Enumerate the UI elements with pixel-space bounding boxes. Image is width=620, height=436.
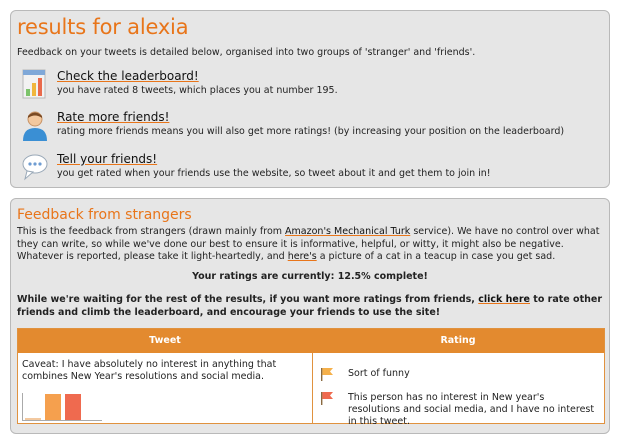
tell-your-friends-link[interactable]: Tell your friends! (57, 152, 158, 166)
mechanical-turk-link[interactable]: Amazon's Mechanical Turk (285, 226, 411, 237)
summary-panel (10, 10, 610, 188)
rating-bar (45, 394, 61, 420)
page-title: results for alexia (17, 15, 189, 39)
feedback-table (17, 328, 605, 427)
click-here-link[interactable]: click here (478, 294, 530, 305)
rating-column-header: Rating (440, 335, 476, 346)
leaderboard-chart-icon (21, 68, 49, 102)
rate-more-friends-link[interactable]: Rate more friends! (57, 110, 170, 124)
rating-bar (65, 394, 81, 420)
column-divider (312, 353, 313, 423)
intro-text: Feedback on your tweets is detailed below, organised into two groups of 'stranger' and 'friends'. (17, 47, 476, 58)
table-header (18, 329, 604, 353)
section-title: Feedback from strangers (17, 207, 192, 223)
more-ratings-text (17, 294, 603, 319)
cat-picture-link[interactable]: here's (287, 251, 317, 262)
rate-friends-desc: rating more friends means you will also get more ratings! (by increasing your position on the leaderboard) (57, 126, 565, 137)
speech-bubble-icon (21, 151, 49, 185)
strangers-description (17, 226, 603, 264)
rating-text: Sort of funny (348, 368, 410, 379)
desc-part-1: This is the feedback from strangers (drawn mainly from (17, 226, 286, 237)
rating-bar (25, 418, 41, 420)
flag-icon (320, 367, 334, 381)
desc-part-3: a picture of a cat in a teacup in case you get sad. (316, 251, 556, 262)
leaderboard-desc: you have rated 8 tweets, which places you at number 195. (57, 85, 338, 96)
rating-bars-chart (22, 393, 102, 421)
rating-text: This person has no interest in New year's resolutions and social media, and I have no interest in this tweet. (348, 392, 595, 427)
tweet-column-header: Tweet (149, 335, 181, 346)
leaderboard-action (21, 68, 601, 104)
more-ratings-part-1: While we're waiting for the rest of the results, if you want more ratings from friends, (17, 294, 479, 305)
person-icon (21, 109, 49, 143)
strangers-feedback-panel (10, 198, 610, 434)
check-leaderboard-link[interactable]: Check the leaderboard! (57, 69, 199, 83)
rate-friends-action (21, 109, 601, 145)
tell-friends-desc: you get rated when your friends use the website, so tweet about it and get them to join in! (57, 168, 491, 179)
flag-icon (320, 391, 334, 405)
ratings-status: Your ratings are currently: 12.5% complete! (192, 271, 428, 282)
desc-part-2: service). We have no control over what they can write, so while we've done our best to ensure it is informative, helpful, or witty, it might also be negative. Whatever is reported, please take it light-heartedly, and (17, 226, 600, 262)
tell-friends-action (21, 151, 601, 187)
tweet-text: Caveat: I have absolutely no interest in anything that combines New Year's resolutions and social media. (22, 359, 277, 382)
more-ratings-part-2: to rate other friends and climb the leaderboard, and encourage your friends to use the site! (17, 294, 603, 318)
